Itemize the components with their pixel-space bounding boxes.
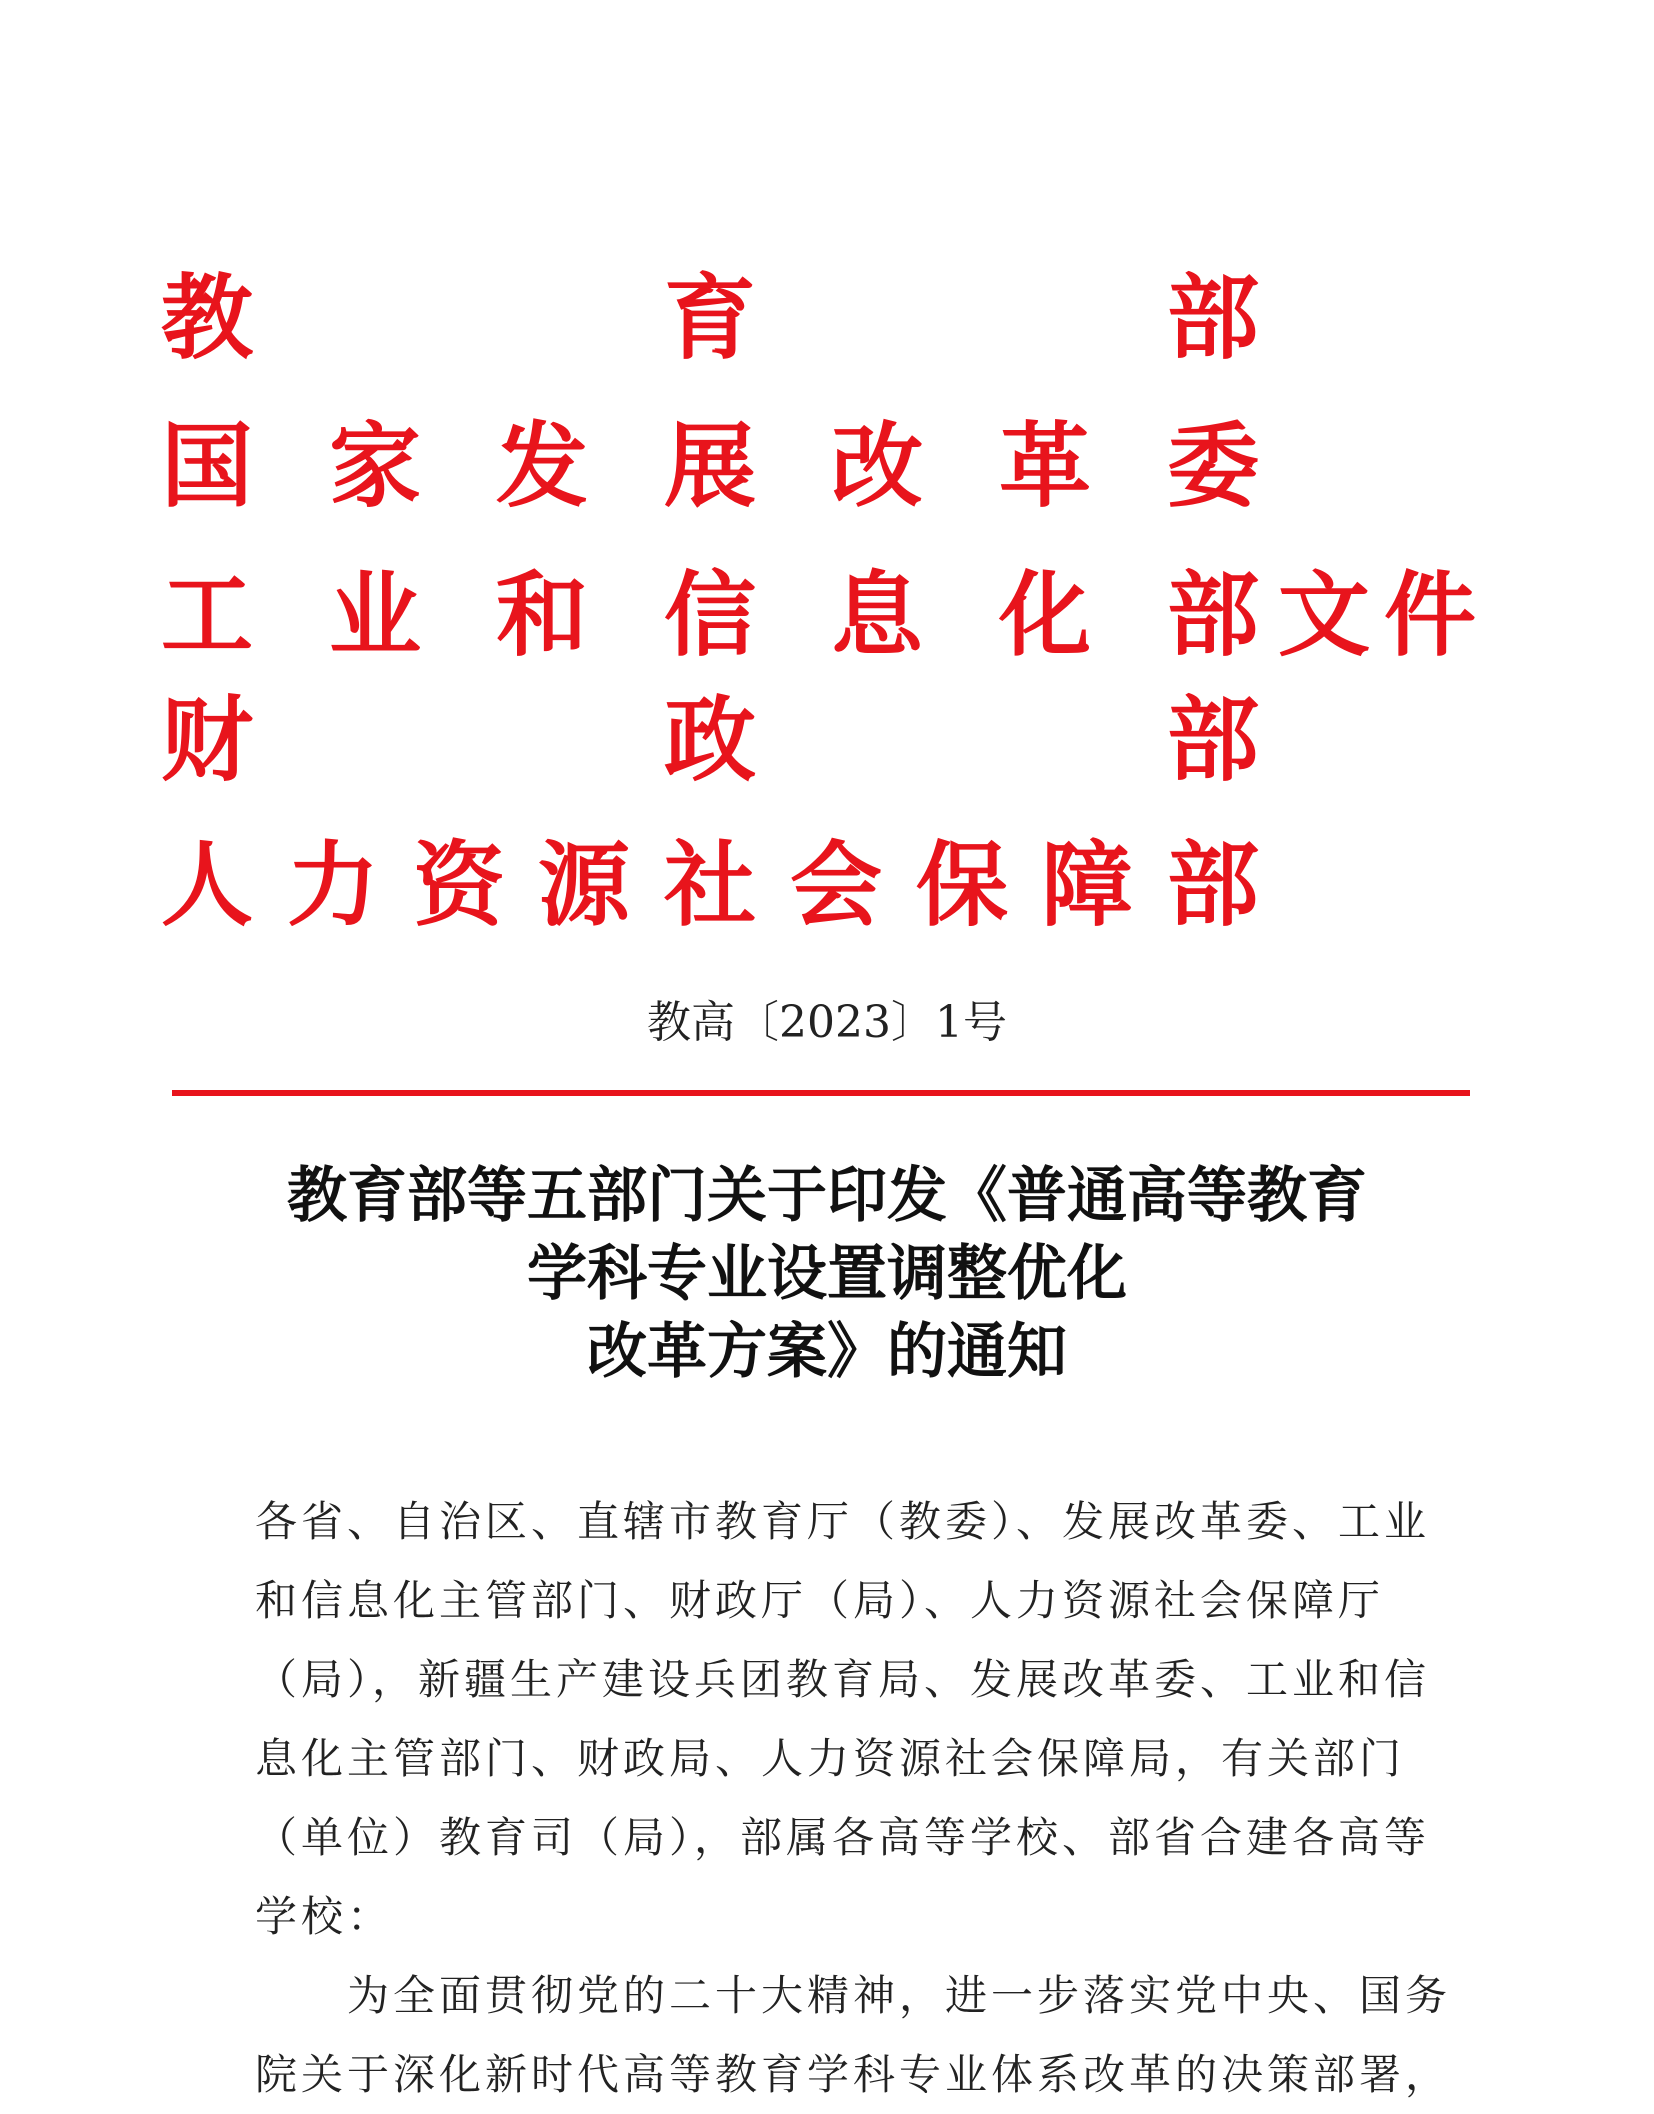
header-char: 化 [998,561,1091,669]
header-char: 财 [160,686,253,794]
title-line: 教育部等五部门关于印发《普通高等教育 [287,1161,1367,1231]
header-char: 部 [1166,831,1259,939]
header-char: 障 [1040,831,1133,939]
addressee-line: （单位）教育司（局），部属各高等学校、部省合建各高等 [255,1813,1431,1862]
addressee-line: 息化主管部门、财政局、人力资源社会保障局，有关部门 [255,1734,1406,1783]
header-char: 发 [495,412,588,520]
header-char: 部 [1166,264,1259,372]
header-suffix-wenjian: 文件 [1278,561,1491,669]
header-char: 信 [663,561,756,669]
header-char: 教 [160,264,253,372]
red-divider-line [172,1090,1470,1096]
header-char: 保 [915,831,1008,939]
header-char: 家 [328,412,421,520]
notice-title [0,1157,1654,1391]
header-char: 社 [663,831,756,939]
document-number: 教高〔2023〕1号 [647,997,1007,1048]
header-char: 部 [1166,686,1259,794]
addressee-line: 学校： [255,1892,394,1941]
header-char: 力 [286,831,379,939]
addressee-line: 和信息化主管部门、财政厅（局）、人力资源社会保障厅 [255,1576,1385,1625]
addressee-line: （局），新疆生产建设兵团教育局、发展改革委、工业和信 [255,1655,1431,1704]
header-char: 国 [160,412,253,520]
header-char: 委 [1166,412,1259,520]
title-line: 学科专业设置调整优化 [527,1239,1127,1309]
paragraph-line: 为全面贯彻党的二十大精神，进一步落实党中央、国务 [347,1971,1452,2020]
header-char: 政 [663,686,756,794]
header-char: 部 [1166,561,1259,669]
header-char: 展 [663,412,756,520]
header-char: 工 [160,561,253,669]
header-char: 源 [537,831,630,939]
header-char: 革 [998,412,1091,520]
header-char: 会 [789,831,882,939]
header-char: 人 [160,831,253,939]
header-char: 业 [328,561,421,669]
header-char: 和 [495,561,588,669]
paragraph-line: 院关于深化新时代高等教育学科专业体系改革的决策部署， [255,2050,1452,2099]
header-char: 资 [412,831,505,939]
addressee-line: 各省、自治区、直辖市教育厅（教委）、发展改革委、工业 [255,1497,1431,1546]
header-char: 息 [830,561,923,669]
header-char: 育 [663,264,756,372]
header-char: 改 [830,412,923,520]
title-line: 改革方案》的通知 [587,1317,1067,1387]
notice-body [255,1482,1452,2114]
